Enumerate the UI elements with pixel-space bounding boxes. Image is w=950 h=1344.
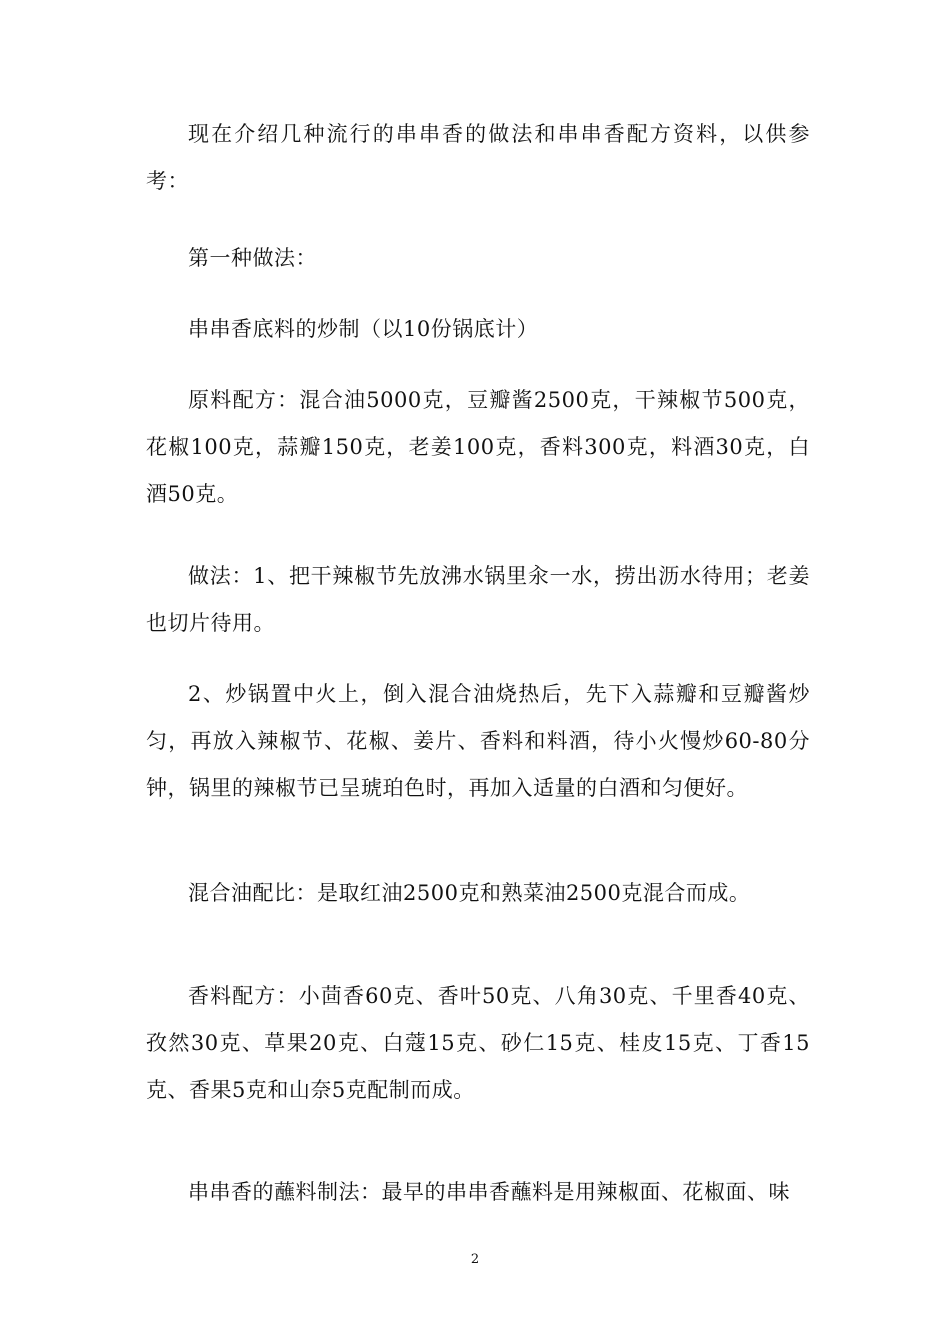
page-number: 2 (470, 1252, 480, 1267)
paragraph-ingredients: 原料配方：混合油5000克，豆瓣酱2500克，干辣椒节500克，花椒100克，蒜瓣150克，老姜100克，香料300克，料酒30克，白酒50克。 (146, 388, 810, 506)
paragraph-base-title: 串串香底料的炒制（以10份锅底计） (188, 317, 539, 341)
paragraph-intro: 现在介绍几种流行的串串香的做法和串串香配方资料，以供参考： (146, 122, 810, 193)
paragraph-dipping-sauce: 串串香的蘸料制法：最早的串串香蘸料是用辣椒面、花椒面、味 (188, 1180, 790, 1204)
paragraph-step-2: 2、炒锅置中火上，倒入混合油烧热后，先下入蒜瓣和豆瓣酱炒匀，再放入辣椒节、花椒、姜片、香料和料酒，待小火慢炒60-80分钟，锅里的辣椒节已呈琥珀色时，再加入适量的白酒和匀便好。 (146, 682, 810, 800)
paragraph-method-heading: 第一种做法： (188, 246, 317, 270)
paragraph-step-1: 做法：1、把干辣椒节先放沸水锅里汆一水，捞出沥水待用；老姜也切片待用。 (146, 564, 810, 635)
paragraph-spice-recipe: 香料配方：小茴香60克、香叶50克、八角30克、千里香40克、孜然30克、草果20克、白蔻15克、砂仁15克、桂皮15克、丁香15克、香果5克和山奈5克配制而成。 (146, 984, 810, 1102)
paragraph-oil-ratio: 混合油配比：是取红油2500克和熟菜油2500克混合而成。 (188, 881, 751, 905)
